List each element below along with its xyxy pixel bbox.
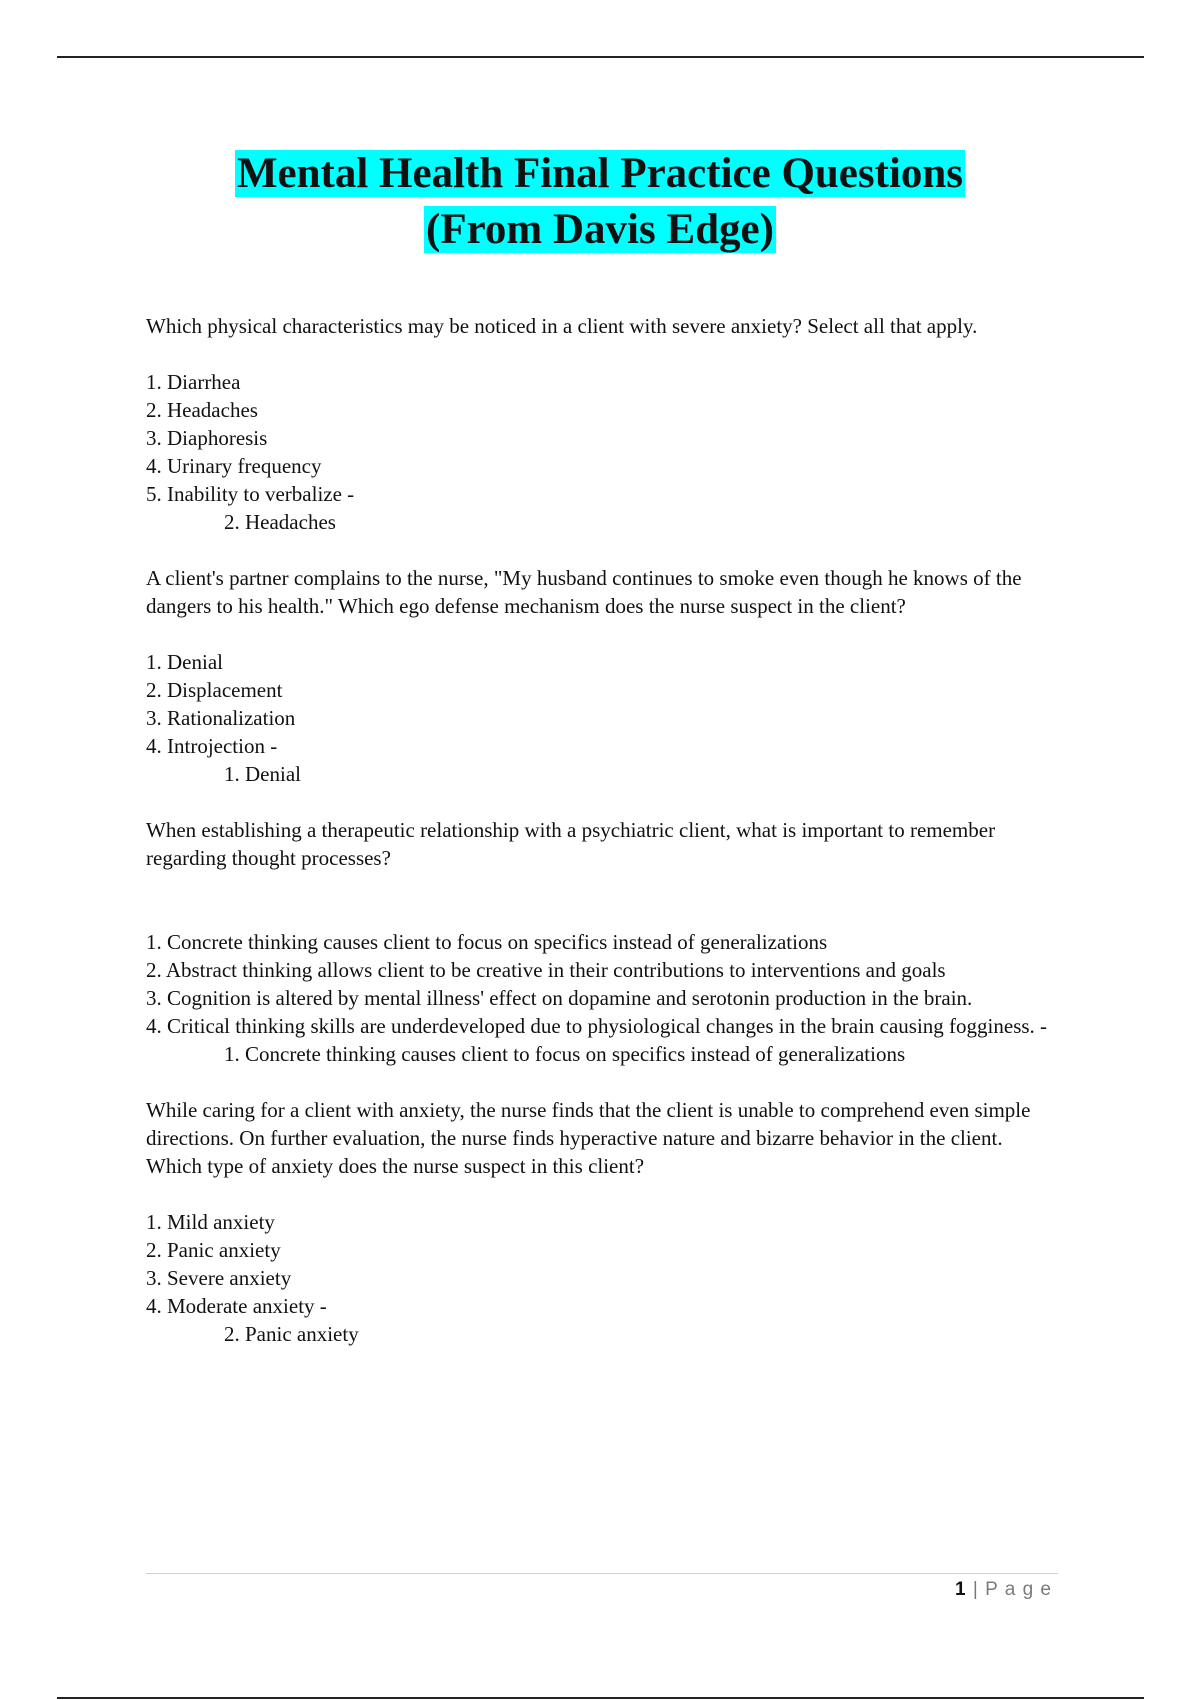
answer: 1. Denial [224, 762, 301, 786]
title-line-1: Mental Health Final Practice Questions [236, 150, 964, 197]
option: 1. Diarrhea [146, 370, 241, 394]
question-text: A client's partner complains to the nurse, "My husband continues to smoke even though he knows of the dangers to his health." Which ego defense mechanism does the nurse suspect in the client? [146, 566, 1022, 618]
question-block [146, 312, 1056, 536]
option-list [146, 648, 1056, 788]
option: 1. Concrete thinking causes client to focus on specifics instead of generalizations [146, 930, 828, 954]
option: 2. Panic anxiety [146, 1238, 281, 1262]
answer: 2. Panic anxiety [224, 1322, 359, 1346]
option: 2. Headaches [146, 398, 258, 422]
question-block [146, 816, 1056, 1068]
option: 4. Urinary frequency [146, 454, 322, 478]
option: 5. Inability to verbalize - [146, 482, 355, 506]
footer-divider [146, 1573, 1058, 1574]
question-block [146, 564, 1056, 788]
option: 1. Denial [146, 650, 223, 674]
spacer [146, 900, 1056, 928]
option: 3. Rationalization [146, 706, 296, 730]
question-text: While caring for a client with anxiety, the nurse finds that the client is unable to comprehend even simple directions. On further evaluation, the nurse finds hyperactive nature and bizarre behavior in the client. Which type of anxiety does the nurse suspect in this client? [146, 1098, 1031, 1178]
answer: 1. Concrete thinking causes client to focus on specifics instead of generalizations [224, 1042, 906, 1066]
option: 3. Cognition is altered by mental illness' effect on dopamine and serotonin production in the brain. [146, 986, 973, 1010]
question-text: Which physical characteristics may be noticed in a client with severe anxiety? Select all that apply. [146, 314, 978, 338]
option: 1. Mild anxiety [146, 1210, 275, 1234]
document-title [0, 146, 1200, 258]
page-label: P a g e [985, 1579, 1052, 1600]
option: 4. Moderate anxiety - [146, 1294, 327, 1318]
option: 3. Diaphoresis [146, 426, 268, 450]
page-footer [900, 1579, 1052, 1601]
answer: 2. Headaches [224, 510, 336, 534]
option: 4. Introjection - [146, 734, 278, 758]
option: 2. Abstract thinking allows client to be creative in their contributions to interventions and goals [146, 958, 946, 982]
bottom-rule [57, 1697, 1144, 1699]
option-list [146, 1208, 1056, 1348]
page-number: 1 [955, 1579, 967, 1600]
option: 2. Displacement [146, 678, 283, 702]
option: 4. Critical thinking skills are underdeveloped due to physiological changes in the brain causing fogginess. - [146, 1014, 1048, 1038]
title-line-2: (From Davis Edge) [426, 206, 774, 253]
option-list [146, 368, 1056, 536]
question-text: When establishing a therapeutic relationship with a psychiatric client, what is important to remember regarding thought processes? [146, 818, 996, 870]
footer-separator: | [972, 1579, 979, 1600]
questions-container [146, 312, 1056, 1376]
option: 3. Severe anxiety [146, 1266, 292, 1290]
top-rule [57, 56, 1144, 58]
question-block [146, 1096, 1056, 1348]
option-list [146, 928, 1056, 1068]
